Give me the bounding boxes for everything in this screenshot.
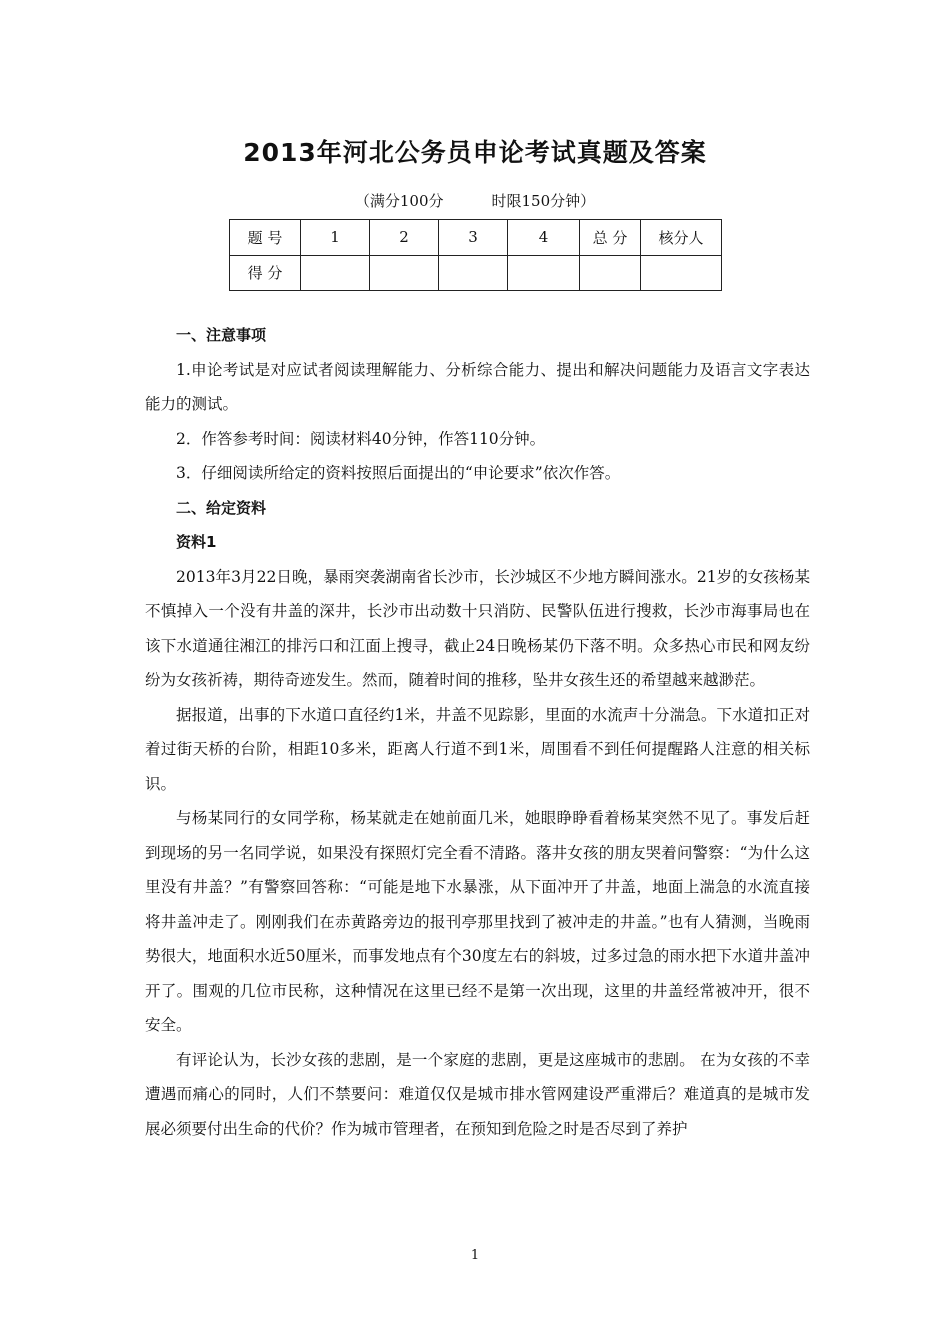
document-title: 2013年河北公务员申论考试真题及答案 [243, 138, 707, 167]
time-limit-text: 时限150分钟） [491, 192, 596, 210]
score-table [229, 219, 722, 291]
score-cell-q3 [439, 255, 508, 291]
score-cell-checker [641, 255, 722, 291]
header-cell-q3: 3 [439, 220, 508, 256]
note-item: 3．仔细阅读所给定的资料按照后面提出的“申论要求”依次作答。 [176, 464, 621, 482]
section-heading-notes: 一、注意事项 [176, 326, 267, 344]
score-table-score-row [230, 255, 722, 291]
material-paragraph: 有评论认为，长沙女孩的悲剧，是一个家庭的悲剧，更是这座城市的悲剧。 在为女孩的不幸遭遇而痛心的同时，人们不禁要问：难道仅仅是城市排水管网建设严重滞后？难道真的是城市发展必须要付出生命的代价？作为城市管理者，在预知到危险之时是否尽到了养护 [145, 1050, 810, 1138]
header-cell-q4: 4 [508, 220, 580, 256]
header-cell-question-no: 题 号 [230, 220, 301, 256]
full-score-text: （满分100分 [354, 192, 444, 210]
score-cell-q4 [508, 255, 580, 291]
material-paragraph: 2013年3月22日晚，暴雨突袭湖南省长沙市，长沙城区不少地方瞬间涨水。21岁的女孩杨某不慎掉入一个没有井盖的深井，长沙市出动数十只消防、民警队伍进行搜救，长沙市海事局也在该下水道通往湘江的排污口和江面上搜寻，截止24日晚杨某仍下落不明。众多热心市民和网友纷纷为女孩祈祷，期待奇迹发生。然而，随着时间的推移，坠井女孩生还的希望越来越渺茫。 [145, 567, 810, 689]
score-table-header-row [230, 220, 722, 256]
score-cell-q1 [301, 255, 370, 291]
material-paragraph: 与杨某同行的女同学称，杨某就走在她前面几米，她眼睁睁看着杨某突然不见了。事发后赶到现场的另一名同学说，如果没有探照灯完全看不清路。落井女孩的朋友哭着问警察：“为什么这里没有井盖？”有警察回答称：“可能是地下水暴涨，从下面冲开了井盖，地面上湍急的水流直接将井盖冲走了。刚刚我们在赤黄路旁边的报刊亭那里找到了被冲走的井盖。”也有人猜测，当晚雨势很大，地面积水近50厘米，而事发地点有个30度左右的斜坡，过多过急的雨水把下水道井盖冲开了。围观的几位市民称，这种情况在这里已经不是第一次出现，这里的井盖经常被冲开，很不安全。 [145, 809, 810, 1034]
header-cell-total: 总 分 [580, 220, 641, 256]
note-item: 2．作答参考时间：阅读材料40分钟，作答110分钟。 [176, 429, 546, 448]
note-item: 1.申论考试是对应试者阅读理解能力、分析综合能力、提出和解决问题能力及语言文字表达能力的测试。 [145, 360, 810, 413]
score-cell-q2 [370, 255, 439, 291]
section-heading-materials: 二、给定资料 [176, 498, 267, 517]
score-cell-total [580, 255, 641, 291]
page-number: 1 [470, 1248, 480, 1263]
exam-info [0, 190, 950, 211]
document-body [145, 318, 810, 1146]
header-cell-q1: 1 [301, 220, 370, 256]
header-cell-q2: 2 [370, 220, 439, 256]
material-subheading: 资料1 [176, 533, 217, 551]
header-cell-checker: 核分人 [641, 220, 722, 256]
row-label-score: 得 分 [230, 255, 301, 291]
material-paragraph: 据报道，出事的下水道口直径约1米，井盖不见踪影，里面的水流声十分湍急。下水道扣正对着过街天桥的台阶，相距10多米，距离人行道不到1米，周围看不到任何提醒路人注意的相关标识。 [145, 705, 810, 793]
